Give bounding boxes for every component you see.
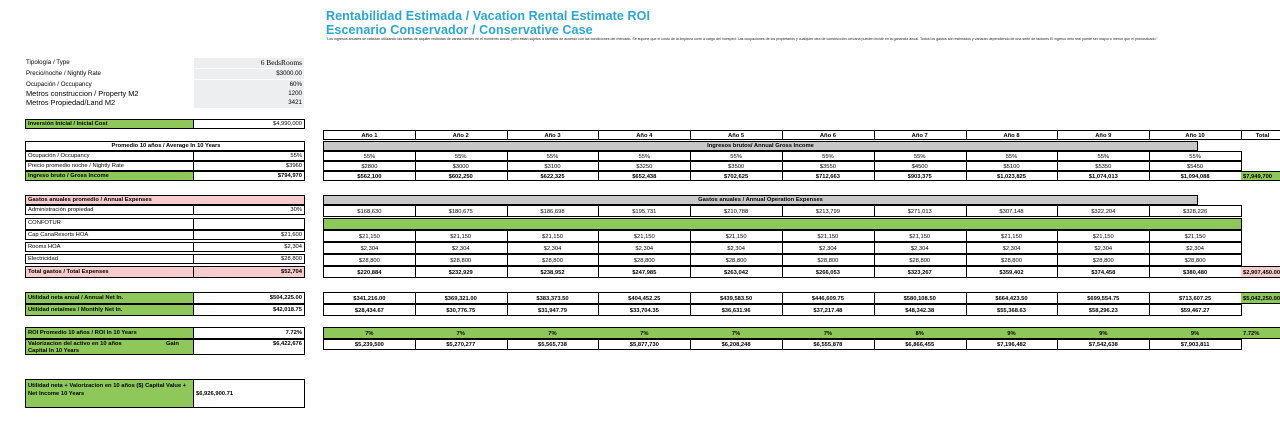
admin-row-left — [25, 205, 305, 215]
roi-cell: 8% — [874, 327, 967, 339]
monthly-net-row-cell: $37,217.48 — [782, 304, 875, 316]
nightly-rate-row-label: Precio promedio noche / Nightly Rate — [26, 162, 194, 170]
nightly-rate-row-cell: $3550 — [782, 161, 875, 171]
appreciation-cell: $6,208,248 — [690, 339, 783, 350]
admin-row-cell: $180,675 — [415, 205, 508, 217]
nightly-rate-row-avg: $3960 — [285, 163, 302, 169]
admin-row-cell: $210,788 — [690, 205, 783, 217]
occupancy-row-cell: 55% — [1149, 151, 1242, 161]
annual-net-row-avg: $504,225.00 — [269, 295, 302, 301]
hoa-resort-row-avg: $21,600 — [281, 232, 302, 238]
rooms-hoa-row-cell: $2,304 — [966, 242, 1059, 254]
summary-label: Utilidad neta + Valorizacion en 10 años ($) Capital Value + Net Income 10 Years — [26, 380, 194, 407]
spec-occupancy-label: Ocupación / Occupancy — [26, 81, 92, 88]
electricity-row-cell: $28,800 — [782, 254, 875, 266]
gross-income-row-cell: $903,375 — [874, 171, 967, 181]
roi-cell: 7% — [690, 327, 783, 339]
appreciation-row-left — [25, 339, 305, 355]
spec-property-m2-value: 1200 — [194, 89, 304, 99]
roi-cell: 9% — [1057, 327, 1150, 339]
hoa-resort-row-cell: $21,150 — [966, 230, 1059, 242]
nightly-rate-row-cell: $5100 — [966, 161, 1059, 171]
expenses-avg-header — [25, 195, 305, 205]
rooms-hoa-row-left — [25, 242, 305, 252]
gross-income-row-cell: $602,250 — [415, 171, 508, 181]
occupancy-row-cell: 55% — [966, 151, 1059, 161]
electricity-row-cell: $28,800 — [598, 254, 691, 266]
annual-net-row-cell: $341,216.00 — [323, 292, 416, 304]
appreciation-avg: $6,422,676 — [272, 341, 302, 347]
monthly-net-row-avg: $42,018.75 — [272, 307, 302, 313]
rooms-hoa-row-cell: $2,304 — [690, 242, 783, 254]
annual-net-row-cell: $369,321.00 — [415, 292, 508, 304]
electricity-row-cell: $28,800 — [874, 254, 967, 266]
spec-land-m2-value: 3421 — [194, 98, 304, 108]
gross-income-row-cell: $1,094,088 — [1149, 171, 1242, 181]
roi-cell: 9% — [1149, 327, 1242, 339]
hoa-resort-row-cell: $21,150 — [690, 230, 783, 242]
electricity-row-cell: $28,800 — [415, 254, 508, 266]
gross-income-row-cell: $712,663 — [782, 171, 875, 181]
appreciation-cell: $5,565,738 — [507, 339, 600, 350]
nightly-rate-row-cell: $3100 — [507, 161, 600, 171]
appreciation-cell: $7,903,811 — [1149, 339, 1242, 350]
summary-value: $6,926,900.71 — [196, 391, 234, 397]
total-expenses-cell: $323,267 — [874, 266, 967, 278]
income-avg-header — [25, 141, 305, 151]
spec-occupancy-value: 60% — [194, 80, 304, 90]
electricity-row-cell: $28,800 — [1149, 254, 1242, 266]
scenario-subtitle: Escenario Conservador / Conservative Case — [326, 23, 593, 37]
year-header-cell: Año 3 — [507, 130, 600, 140]
admin-row-cell: $328,226 — [1149, 205, 1242, 217]
roi-cell: 7% — [415, 327, 508, 339]
admin-row-cell: $195,731 — [598, 205, 691, 217]
appreciation-cell: $5,877,730 — [598, 339, 691, 350]
electricity-row-cell: $28,800 — [966, 254, 1059, 266]
admin-row-cell: $186,698 — [507, 205, 600, 217]
annual-net-row-cell: $383,373.50 — [507, 292, 600, 304]
annual-net-row-cell: $699,554.75 — [1057, 292, 1150, 304]
rooms-hoa-row-cell: $2,304 — [874, 242, 967, 254]
year-header-cell: Año 5 — [690, 130, 783, 140]
gross-income-row-total: $7,949,700 — [1241, 171, 1280, 181]
admin-row-label: Administración propiedad — [26, 206, 194, 214]
summary-box — [25, 379, 305, 408]
hoa-resort-row-cell: $21,150 — [1149, 230, 1242, 242]
occupancy-row-cell: 55% — [598, 151, 691, 161]
occupancy-row-avg: 55% — [290, 153, 302, 159]
spec-rate-value: $3000.00 — [194, 69, 304, 79]
confotur-row-label: CONFOTUR — [26, 219, 194, 229]
investment-value: $4,990,000 — [272, 121, 302, 127]
year-header-cell: Año 9 — [1057, 130, 1150, 140]
annual-net-row-cell: $446,609.75 — [782, 292, 875, 304]
confotur-row-left — [25, 218, 305, 230]
total-expenses-cell: $238,952 — [507, 266, 600, 278]
annual-net-row-cell: $664,423.50 — [966, 292, 1059, 304]
nightly-rate-row-cell: $5450 — [1149, 161, 1242, 171]
admin-row-cell: $213,799 — [782, 205, 875, 217]
hoa-resort-row-left — [25, 230, 305, 240]
annual-net-row-cell: $580,108.50 — [874, 292, 967, 304]
roi-cell: 7% — [323, 327, 416, 339]
occupancy-row-left — [25, 151, 305, 161]
total-expenses-cell: $374,458 — [1057, 266, 1150, 278]
rooms-hoa-row-cell: $2,304 — [415, 242, 508, 254]
monthly-net-row-cell: $30,776.75 — [415, 304, 508, 316]
rooms-hoa-row-cell: $2,304 — [323, 242, 416, 254]
electricity-row-label: Electricidad — [26, 255, 194, 263]
gross-income-row-cell: $622,325 — [507, 171, 600, 181]
roi-label: ROI Promedio 10 años / ROI In 10 Years — [26, 328, 194, 338]
occupancy-row-label: Ocupación / Occupancy — [26, 152, 194, 160]
rooms-hoa-row-cell: $2,304 — [1149, 242, 1242, 254]
appreciation-label — [26, 340, 194, 354]
nightly-rate-row-left — [25, 161, 305, 171]
appreciation-cell: $5,270,277 — [415, 339, 508, 350]
monthly-net-row-cell: $55,368.63 — [966, 304, 1059, 316]
total-expenses-cell: $266,053 — [782, 266, 875, 278]
year-header-cell: Año 8 — [966, 130, 1059, 140]
confotur-row-avg — [194, 219, 304, 229]
total-expenses-cell: $359,402 — [966, 266, 1059, 278]
monthly-net-row-cell: $59,467.27 — [1149, 304, 1242, 316]
appreciation-cell: $7,542,638 — [1057, 339, 1150, 350]
gross-income-row-cell: $652,438 — [598, 171, 691, 181]
monthly-net-row-cell: $48,342.38 — [874, 304, 967, 316]
gross-income-row-cell: $1,023,825 — [966, 171, 1059, 181]
spec-property-m2-label: Metros construccion / Property M2 — [26, 89, 139, 98]
annual-net-row-cell: $439,583.50 — [690, 292, 783, 304]
annual-net-row-total: $5,042,250.00 — [1241, 292, 1280, 304]
income-section-header: Ingresos brutos/ Annual Gross Income — [323, 141, 1198, 151]
monthly-net-row-left — [25, 304, 305, 316]
hoa-resort-row-cell: $21,150 — [323, 230, 416, 242]
occupancy-row-cell: 55% — [1057, 151, 1150, 161]
admin-row-cell: $271,013 — [874, 205, 967, 217]
roi-avg: 7.72% — [285, 330, 302, 336]
rooms-hoa-row-cell: $2,304 — [598, 242, 691, 254]
appreciation-label-main: Valorizacion del activo en 10 años — [28, 341, 122, 347]
hoa-resort-row-cell: $21,150 — [415, 230, 508, 242]
admin-row-cell: $168,630 — [323, 205, 416, 217]
gross-income-row-cell: $1,074,013 — [1057, 171, 1150, 181]
appreciation-cell: $6,866,455 — [874, 339, 967, 350]
roi-cell: 7% — [782, 327, 875, 339]
electricity-row-cell: $28,800 — [690, 254, 783, 266]
investment-label: Inversión Inicial / Inicial Cost — [26, 120, 194, 128]
electricity-row-cell: $28,800 — [507, 254, 600, 266]
year-header-cell: Año 4 — [598, 130, 691, 140]
monthly-net-row-cell: $28,434.67 — [323, 304, 416, 316]
rooms-hoa-row-cell: $2,304 — [782, 242, 875, 254]
total-expenses-left — [25, 266, 305, 278]
year-header-cell: Año 2 — [415, 130, 508, 140]
appreciation-label-capital: Capital In 10 Years — [28, 348, 80, 354]
annual-net-row-cell: $404,452.25 — [598, 292, 691, 304]
total-expenses-cell: $380,480 — [1149, 266, 1242, 278]
roi-cell: 9% — [966, 327, 1059, 339]
income-avg-header-label: Promedio 10 años / Average In 10 Years — [111, 143, 221, 149]
electricity-row-cell: $28,800 — [1057, 254, 1150, 266]
total-expenses-avg: $52,704 — [194, 267, 304, 277]
roi-total: 7.72% — [1241, 327, 1280, 339]
gross-income-row-label: Ingreso bruto / Gross Income — [26, 172, 194, 180]
year-header-cell: Año 10 — [1149, 130, 1242, 140]
monthly-net-row-cell: $33,704.35 — [598, 304, 691, 316]
year-header-cell: Año 1 — [323, 130, 416, 140]
gross-income-row-avg: $794,970 — [277, 173, 302, 179]
rooms-hoa-row-cell: $2,304 — [507, 242, 600, 254]
hoa-resort-row-label: Cap CanaResorts HOA — [26, 231, 194, 239]
nightly-rate-row-cell: $5350 — [1057, 161, 1150, 171]
annual-net-row-left — [25, 292, 305, 304]
monthly-net-row-cell: $31,947.79 — [507, 304, 600, 316]
electricity-row-avg: $28,800 — [281, 256, 302, 262]
admin-row-cell: $322,204 — [1057, 205, 1150, 217]
nightly-rate-row-cell: $2800 — [323, 161, 416, 171]
hoa-resort-row-cell: $21,150 — [874, 230, 967, 242]
rooms-hoa-row-cell: $2,304 — [1057, 242, 1150, 254]
electricity-row-left — [25, 254, 305, 264]
occupancy-row-cell: 55% — [507, 151, 600, 161]
investment-row — [25, 119, 305, 129]
electricity-row-cell: $28,800 — [323, 254, 416, 266]
admin-row-avg: 30% — [290, 207, 302, 213]
spec-land-m2-label: Metros Propiedad/Land M2 — [26, 98, 116, 107]
confotur-bar — [323, 218, 1242, 230]
roi-cell: 7% — [507, 327, 600, 339]
total-expenses-cell: $232,929 — [415, 266, 508, 278]
total-expenses-label: Total gastos / Total Expenses — [26, 267, 194, 277]
hoa-resort-row-cell: $21,150 — [1057, 230, 1150, 242]
occupancy-row-cell: 55% — [323, 151, 416, 161]
page-title: Rentabilidad Estimada / Vacation Rental Estimate ROI — [326, 9, 651, 23]
appreciation-cell: $7,196,482 — [966, 339, 1059, 350]
admin-row-cell: $307,148 — [966, 205, 1059, 217]
monthly-net-row-cell: $36,631.96 — [690, 304, 783, 316]
total-header-cell: Total — [1241, 130, 1280, 140]
year-header-cell: Año 7 — [874, 130, 967, 140]
occupancy-row-cell: 55% — [782, 151, 875, 161]
monthly-net-row-cell: $58,296.23 — [1057, 304, 1150, 316]
hoa-resort-row-cell: $21,150 — [507, 230, 600, 242]
spec-rate-label: Precio/noche / Nightly Rate — [26, 70, 101, 77]
total-expenses-total: $2,907,450.00 — [1241, 266, 1280, 278]
rooms-hoa-row-label: Rooms HOA — [26, 243, 194, 251]
expenses-avg-header-label: Gastos anuales promedio / Annual Expenses — [28, 197, 152, 203]
spec-type-label: Tipología / Type — [26, 59, 70, 66]
nightly-rate-row-cell: $3000 — [415, 161, 508, 171]
rooms-hoa-row-avg: $2,304 — [284, 244, 302, 250]
roi-cell: 7% — [598, 327, 691, 339]
annual-net-row-cell: $713,607.25 — [1149, 292, 1242, 304]
gross-income-row-cell: $702,625 — [690, 171, 783, 181]
occupancy-row-cell: 55% — [690, 151, 783, 161]
occupancy-row-cell: 55% — [415, 151, 508, 161]
spec-type-value: 6 BedsRooms — [194, 58, 304, 68]
nightly-rate-row-cell: $3500 — [690, 161, 783, 171]
occupancy-row-cell: 55% — [874, 151, 967, 161]
year-header-cell: Año 6 — [782, 130, 875, 140]
appreciation-cell: $6,555,878 — [782, 339, 875, 350]
appreciation-label-gain: Gain — [166, 341, 179, 347]
disclaimer-text: "Los ingresos anuales se calculan utilizando las tarifas de alquiler recibidas de varias fuentes en el momento actual, pero están sujetos a cambios de acuerdo con las condiciones del mercado. Se supone que el costo de la limpieza corre a cargo del huésped. Las ocupaciones de los propietarios y cualquier otra de construcción cercana pueden incidir en la ganancia anual. Todos los gastos son estimados y variarán dependiendo de una serie de factores El ingreso neto real puede ser mayor o menor que el pronosticado." — [326, 37, 1158, 41]
nightly-rate-row-cell: $4500 — [874, 161, 967, 171]
roi-row-left — [25, 327, 305, 339]
total-expenses-cell: $220,884 — [323, 266, 416, 278]
hoa-resort-row-cell: $21,150 — [782, 230, 875, 242]
monthly-net-row-label: Utilidad neta/mes / Monthly Net In. — [26, 305, 194, 315]
total-expenses-cell: $247,985 — [598, 266, 691, 278]
hoa-resort-row-cell: $21,150 — [598, 230, 691, 242]
total-expenses-cell: $263,042 — [690, 266, 783, 278]
expenses-section-header: Gastos anuales / Annual Operation Expenses — [323, 195, 1198, 205]
annual-net-row-label: Utilidad neta anual / Annual Net In. — [26, 293, 194, 303]
gross-income-row-left — [25, 171, 305, 181]
gross-income-row-cell: $562,100 — [323, 171, 416, 181]
appreciation-cell: $5,239,500 — [323, 339, 416, 350]
nightly-rate-row-cell: $3250 — [598, 161, 691, 171]
